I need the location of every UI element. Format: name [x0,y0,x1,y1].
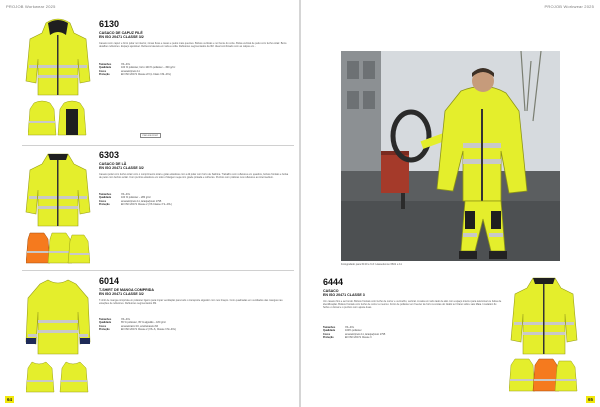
catalog-page-left [0,0,299,407]
product-tags-6130 [140,133,161,138]
product-specs-6444: Tamanhos XS–4XL Qualidade 100% poliéster Cores amarelo/preto 11, laranja/preto 1795 Proteção EN ISO 20471 Classe 3 [323,326,386,339]
worker-in-hivis-scene [341,51,560,261]
product-title-6303: CASACO DE LÃ EN ISO 20471 CLASSE 3/2 [99,162,144,171]
page-number: 65 [587,397,593,402]
fleece-jacket-6303-color-variants [26,229,90,265]
running-head: PROJOB Workwear 2025 [6,4,56,9]
product-specs-6130: Tamanhos XS–4XL Qualidade 100 % poliéster, forro 100 % poliéster – 300 g/m² Cores amarelo/preto 11 Proteção EN ISO 20471 Classe 2/3 (L Class 3 M–4XL) [99,63,176,76]
photo-caption: Fotografado para 6130 e 6-6: Hasselsmoo 6601 e 11 [341,263,402,266]
product-specs-6014: Tamanhos XS–4XL Qualidade 65 % poliéster, 35 % algodão – 180 g/m² Cores amarelo/azul 16, azul/amarelo 66 Proteção EN ISO 20471 Classe 2 (XS–S, Classe 3 M–4XL) [99,318,177,331]
product-code-6303: 6303 [99,150,120,160]
running-head: PROJOB Workwear 2025 [544,4,594,9]
product-title-6444: CASACO EN ISO 20471 CLASSE 3 [323,289,365,298]
product-description-6130: Casaco com capuz e forro polar no interior, zonas fixas e cavas e pelos mais quentes. Bolsos verticais e no frente do corte. Bolsa vertical de peito com fecho éclair. Bons detalhes refletores. Espaço ajustável. Reflexos laterais em toda a volta. Refletores segmentados da 3M. Ideal combinado com as calças em... [99,42,287,49]
product-code-6130: 6130 [99,19,120,29]
product-specs-6303: Tamanhos XS–4XL Qualidade 100 % poliéster – 280 g/m² Cores amarelo/preto 11, laranja/preto 1795 Proteção EN ISO 20471 Classe 2 (XS Classe 3 S–4XL) [99,193,172,206]
product-title-6014: T-SHIRT DE MANGA COMPRIDA EN ISO 20471 CLASSE 3/2 [99,288,154,297]
product-title-6130: CASACO DE CAPUZ FILÉ EN ISO 20471 CLASSE 3/2 [99,31,144,40]
product-code-6444: 6444 [323,277,344,287]
hooded-jacket-6130-front-illustration [24,15,92,97]
worker-lifestyle-photo [341,51,560,261]
hooded-jacket-6130-detail-illustrations [28,99,88,137]
product-description-6444: Um casaco fino e ao fundo. Bolsos frontais com fecho de correr e vermelho, vertical. A cada um todo lado de alto com espaço interno para telemóvel ou bolsa de identificação. Bolsos frontais com fecho de correr a mesmo. Forro de poliéster em freezer de forro à costas do Giallo ter Clano sobre sais Maia. Insulation fix. Sobre o dorsal e o punhos com ajuste duas. [323,300,502,310]
projob-port-tag: PROJOB PORT [140,133,161,138]
long-sleeve-tshirt-6014-variants [26,360,90,394]
fleece-jacket-6303-front-illustration [24,150,92,228]
long-sleeve-tshirt-6014-front-illustration [24,276,92,356]
page-number: 64 [7,397,13,402]
jacket-6444-front-illustration [509,272,579,356]
jacket-6444-color-variants [509,357,579,393]
product-description-6014: T-shirt de manga comprida em poliéster ligeiro para impar ventilação para todo o transporte alguidor com nos braços. Com quadradas em ventilados das mangas nas estações de refletores. Refletores segmentados 3M. [99,299,283,306]
product-description-6303: Casaco polar com fecho éclair com o comprimento total e golas elásticas com a lã polar com forro de Sabrina. Trabalho com refletores em quadros, bolsos frontais e bolsa de peito com fechos éclair. Com punhos elásticos em todo o Margem seja com grade pintada e colherés. Punhos com práticas nos refletores ao intermedium. [99,173,289,180]
product-code-6014: 6014 [99,276,120,286]
section-divider [22,270,294,271]
section-divider [22,145,294,146]
catalog-page-right [301,0,600,407]
